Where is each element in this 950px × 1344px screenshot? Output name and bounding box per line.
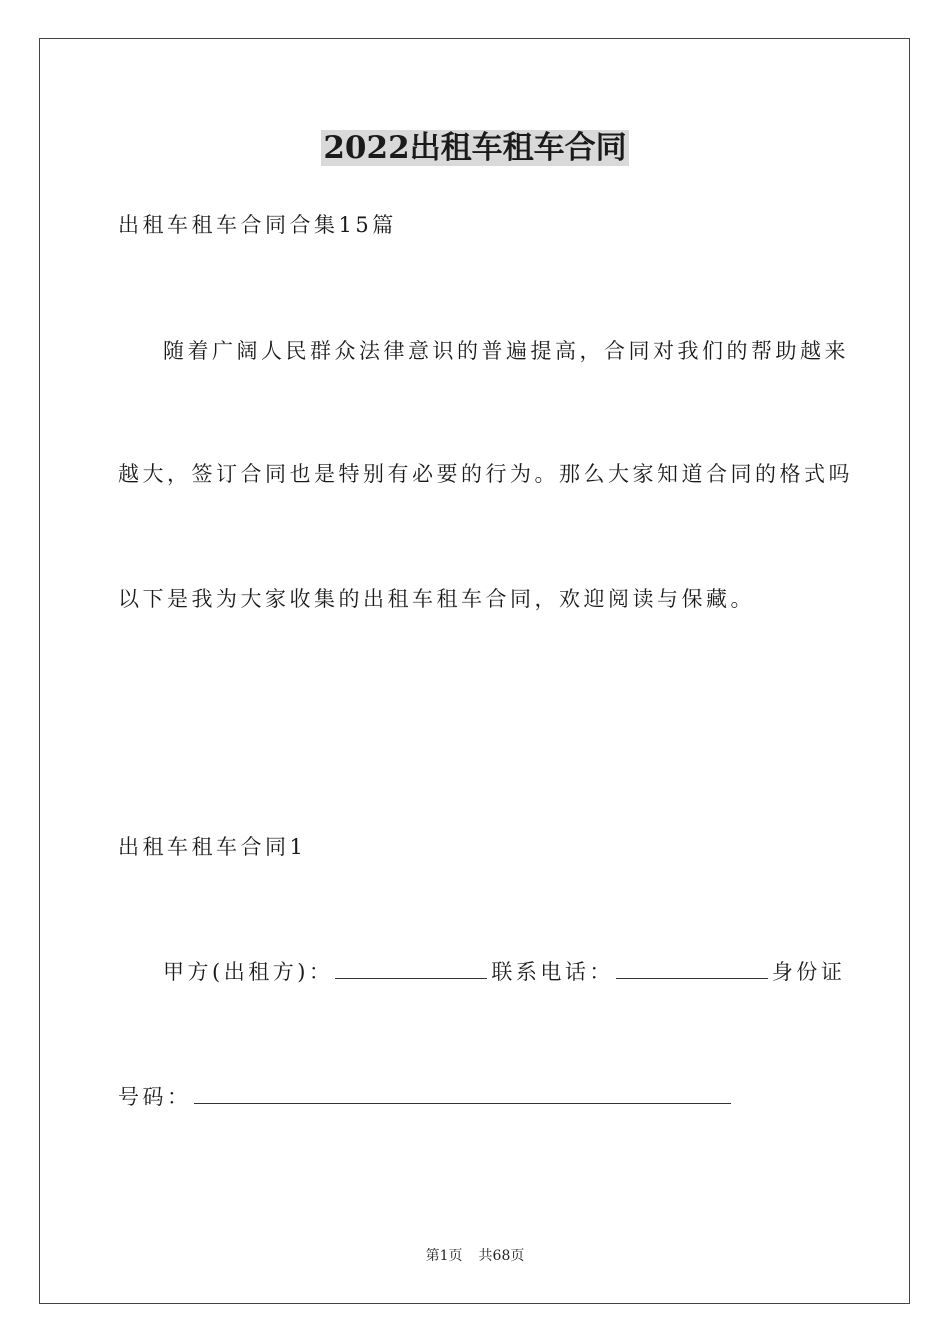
phone-label: 联系电话： — [491, 960, 614, 984]
id-number-line — [118, 1081, 731, 1112]
document-title-text: 2022出租车租车合同 — [323, 130, 627, 166]
page-footer — [0, 1247, 950, 1265]
id-label-part1: 身份证 — [771, 960, 846, 984]
intro-line-1: 随着广阔人民群众法律意识的普遍提高，合同对我们的帮助越来 — [163, 339, 849, 363]
intro-line-3: 以下是我为大家收集的出租车租车合同，欢迎阅读与保藏。 — [118, 587, 755, 611]
phone-field[interactable] — [616, 956, 768, 979]
id-label-part2: 号码： — [118, 1085, 192, 1109]
party-a-name-field[interactable] — [335, 956, 487, 979]
intro-line-2: 越大，签订合同也是特别有必要的行为。那么大家知道合同的格式吗 — [118, 462, 853, 486]
party-a-label: 甲方(出租方)： — [163, 960, 334, 984]
section-heading: 出租车租车合同1 — [118, 835, 307, 859]
id-number-field[interactable] — [194, 1081, 731, 1104]
party-a-line — [163, 956, 845, 987]
page-current: 第1页 — [425, 1248, 463, 1264]
document-subtitle: 出租车租车合同合集15篇 — [118, 213, 397, 237]
page-total: 共68页 — [478, 1248, 525, 1264]
document-title — [0, 128, 950, 168]
